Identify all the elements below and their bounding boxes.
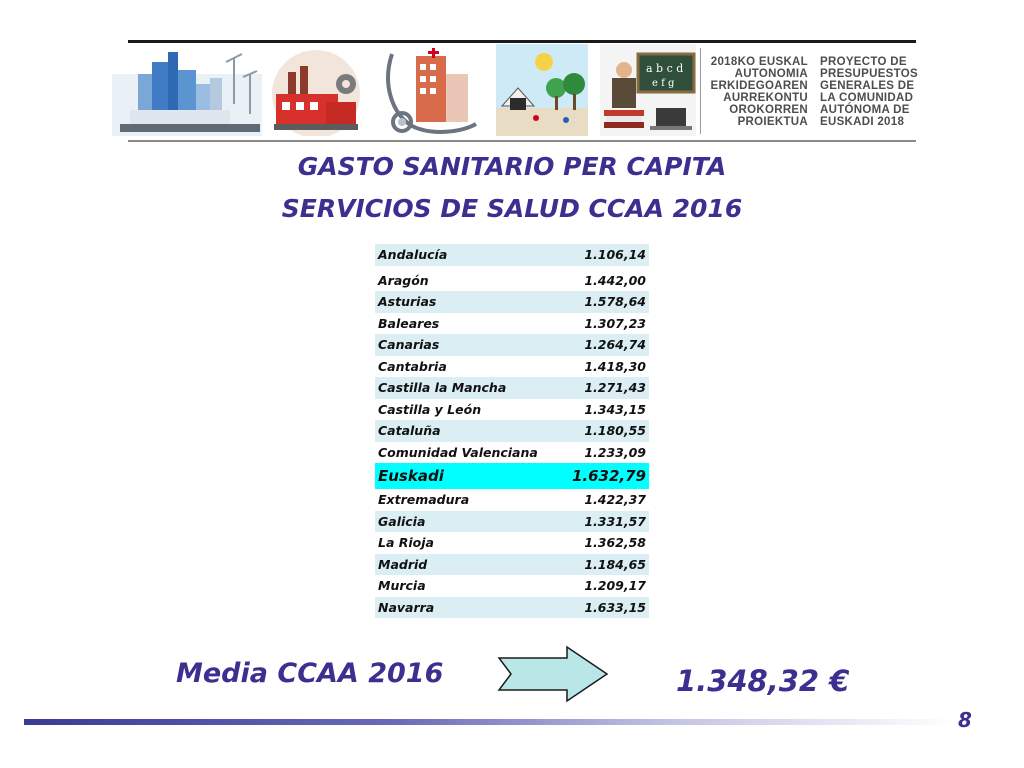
header-text-spanish: [820, 56, 930, 128]
region-name: Baleares: [378, 315, 440, 331]
header-text-line: AURREKONTU: [723, 92, 808, 104]
footer-gradient-bar: [24, 719, 954, 725]
header-text-line: 2018KO EUSKAL: [710, 56, 808, 68]
region-value: 1.331,57: [560, 511, 649, 533]
region-value: 1.442,00: [584, 272, 646, 288]
region-name: Castilla la Mancha: [375, 377, 560, 399]
table-row: [375, 597, 649, 619]
region-name: Madrid: [375, 554, 560, 576]
table-row: [375, 291, 649, 313]
table-row: [375, 554, 649, 576]
header-text-line: PROIEKTUA: [737, 116, 808, 128]
city-skyline-illustration: [112, 44, 262, 136]
region-name: Andalucía: [375, 244, 560, 266]
region-name: Canarias: [375, 334, 560, 356]
right-arrow-icon: [497, 645, 609, 703]
header-text-basque: [710, 56, 808, 128]
header-text-line: AUTÓNOMA DE: [820, 104, 910, 116]
region-value: 1.180,55: [560, 420, 649, 442]
region-name: Cantabria: [378, 358, 447, 374]
hospital-stethoscope-illustration: [372, 44, 482, 136]
table-row: [375, 511, 649, 533]
region-name: Extremadura: [378, 492, 470, 508]
header-text-line: OROKORREN: [729, 104, 808, 116]
header-text-line: EUSKADI 2018: [820, 116, 905, 128]
page-title: GASTO SANITARIO PER CAPITA: [297, 152, 727, 181]
region-name: Asturias: [375, 291, 560, 313]
region-value: 1.271,43: [560, 377, 649, 399]
table-row: [375, 244, 649, 266]
region-value: 1.343,15: [584, 401, 646, 417]
region-name: Navarra: [375, 597, 560, 619]
header-text-line: LA COMUNIDAD: [820, 92, 914, 104]
table-row: [375, 377, 649, 399]
region-value: 1.233,09: [584, 444, 646, 460]
region-value: 1.307,23: [584, 315, 646, 331]
header-banner: [110, 38, 920, 146]
average-value: 1.348,32 €: [676, 664, 850, 698]
region-value: 1.184,65: [560, 554, 649, 576]
banner-top-rule: [128, 40, 916, 43]
table-row: [375, 356, 649, 378]
region-value: 1.422,37: [584, 492, 646, 508]
region-name: La Rioja: [378, 535, 434, 551]
teacher-classroom-illustration: [600, 44, 696, 136]
page-number: 8: [958, 708, 972, 732]
region-name: Comunidad Valenciana: [378, 444, 538, 460]
region-value: 1.106,14: [560, 244, 649, 266]
region-value: 1.209,17: [584, 578, 646, 594]
header-text-line: PROYECTO DE: [820, 56, 907, 68]
header-text-line: AUTONOMIA: [734, 68, 808, 80]
header-text-line: ERKIDEGOAREN: [710, 80, 808, 92]
table-row: [375, 313, 649, 335]
svg-text:a b c d: a b c d: [646, 62, 684, 75]
region-name: Cataluña: [375, 420, 560, 442]
region-value: 1.632,79: [560, 463, 649, 489]
region-value: 1.578,64: [560, 291, 649, 313]
table-row: [375, 442, 649, 464]
park-playground-illustration: [496, 44, 588, 136]
banner-divider: [700, 48, 701, 134]
table-row: [375, 420, 649, 442]
region-value: 1.362,58: [584, 535, 646, 551]
average-label: Media CCAA 2016: [176, 658, 444, 689]
region-name: Euskadi: [375, 463, 560, 489]
region-name: Galicia: [375, 511, 560, 533]
banner-bottom-rule: [128, 140, 916, 142]
region-value: 1.633,15: [560, 597, 649, 619]
region-name: Aragón: [378, 272, 429, 288]
table-row-highlighted: [375, 463, 649, 489]
region-name: Murcia: [378, 578, 426, 594]
region-value: 1.264,74: [560, 334, 649, 356]
header-text-line: GENERALES DE: [820, 80, 915, 92]
factory-illustration: [266, 44, 366, 136]
table-row: [375, 489, 649, 511]
table-row: [375, 399, 649, 421]
table-row: [375, 575, 649, 597]
spending-table: [375, 244, 649, 618]
header-text-line: PRESUPUESTOS: [820, 68, 918, 80]
table-row: [375, 334, 649, 356]
region-value: 1.418,30: [584, 358, 646, 374]
table-row: [375, 270, 649, 292]
region-name: Castilla y León: [378, 401, 482, 417]
page-subtitle: SERVICIOS DE SALUD CCAA 2016: [281, 194, 743, 223]
svg-text:e f g: e f g: [652, 78, 675, 89]
table-row: [375, 532, 649, 554]
